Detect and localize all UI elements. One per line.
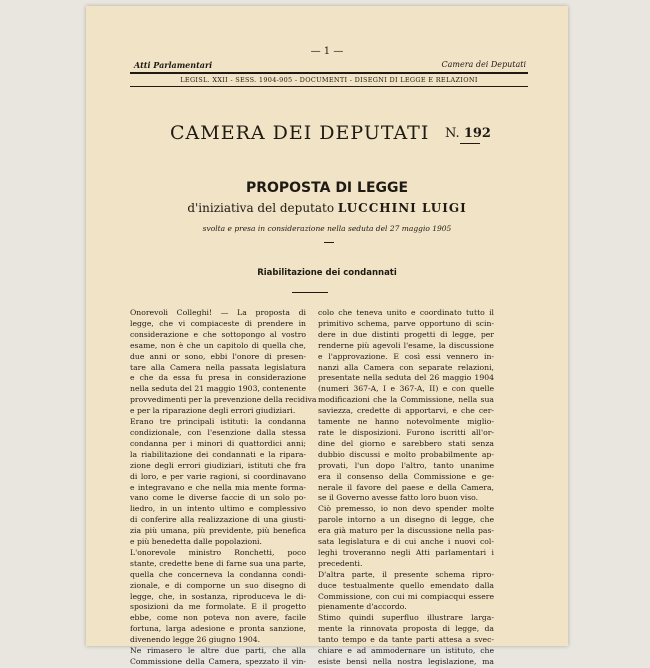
divider-section	[292, 292, 328, 293]
text-line: Stimo quindi superfluo illustrare larga-	[318, 613, 494, 623]
document-title: PROPOSTA DI LEGGE	[245, 180, 409, 196]
text-line: precedenti.	[318, 558, 363, 568]
text-line: Ciò premesso, io non devo spender molte	[318, 504, 494, 514]
text-line: saviezza, credette di apportarvi, e che cer-	[318, 406, 494, 416]
text-line: Commissione della Camera, spezzato il vin-	[130, 657, 306, 666]
text-line: pienamente d'accordo.	[318, 602, 407, 612]
header-subrule	[130, 86, 528, 87]
text-line: Erano tre principali istituti: la condanna	[130, 417, 306, 427]
text-line: tanto tempo e da tante parti attesa a svec-	[318, 635, 494, 645]
text-line: e integravano e che nella mia mente forma-	[130, 482, 306, 492]
divider-short	[324, 242, 334, 243]
text-line: zione degli errori giudiziari, istituti che fra	[130, 460, 306, 470]
text-line: Onorevoli Colleghi! — La proposta di	[130, 308, 306, 317]
text-line: condanna per i minori di quattordici anni;	[130, 438, 306, 448]
text-line: e l'approvazione. E così essi vennero in-	[318, 351, 494, 361]
section-title: Riabilitazione dei condannati	[257, 268, 397, 278]
text-line: era già maturo per la discussione nella pas-	[318, 526, 494, 536]
text-line: nella seduta del 21 maggio 1903, contenente	[130, 384, 306, 394]
header-subline: LEGISL. XXII - SESS. 1904-905 - DOCUMENTI - DISEGNI DI LEGGE E RELAZIONI	[180, 76, 478, 84]
text-line: divenendo legge 26 giugno 1904.	[130, 635, 261, 645]
text-line: quella che concerneva la condanna condi-	[130, 569, 306, 579]
text-line: mente la rinnovata proposta di legge, da	[318, 624, 494, 634]
text-line: la riabilitazione dei condannati e la ripara-	[130, 449, 306, 459]
text-line: di loro, e per varie ragioni, si coordinavano	[130, 471, 306, 481]
text-line: stante, credette bene di farne sua una parte,	[130, 558, 306, 568]
text-line: e che da essa fu presa in considerazione	[130, 373, 306, 383]
text-line: dere in due distinti progetti di legge, per	[318, 329, 494, 339]
text-line: esame, non è che un capitolo di quella che,	[130, 340, 306, 350]
deputy-name: LUCCHINI LUIGI	[337, 201, 467, 215]
text-line: era il consenso della Commissione e ge-	[318, 471, 494, 481]
text-line: liedro, in un intento ultimo e complessivo	[130, 504, 306, 514]
text-line: tare alla Camera nella passata legislatura	[130, 362, 306, 372]
text-line: colo che teneva unito e coordinato tutto il	[318, 308, 494, 317]
text-line: Ne rimasero le altre due parti, che alla	[130, 646, 306, 656]
page-number: — 1 —	[310, 46, 344, 57]
text-line: zionale, e di comporne un suo disegno di	[130, 580, 306, 590]
text-line: zia più umana, più previdente, più benefica	[130, 526, 306, 536]
document-page	[86, 6, 568, 666]
text-line: di conferire alla realizzazione di una giusti-	[130, 515, 306, 525]
text-line: duce testualmente quello emendato dalla	[318, 580, 494, 590]
text-line: provvedimenti per la prevenzione della recidiva	[130, 395, 317, 405]
text-line: parole intorno a un disegno di legge, che	[318, 515, 494, 525]
text-line: considerazione e che sottopongo al vostro	[130, 329, 306, 339]
text-line: modificazioni che la Commissione, nella sua	[318, 395, 494, 405]
text-line: condizionale, con l'esenzione dalla stessa	[130, 427, 306, 437]
text-line: rate le disposizioni. Furono iscritti all'or-	[318, 427, 494, 437]
text-line: e per la riparazione degli errori giudiziari.	[130, 406, 296, 416]
text-line: L'onorevole ministro Ronchetti, poco	[130, 547, 306, 557]
text-line: leghi troveranno negli Atti parlamentari i	[318, 547, 494, 557]
text-line: nerale il favore del paese e della Camera,	[318, 482, 494, 492]
text-line: dubbio discussi e molto probabilmente ap-	[318, 449, 494, 459]
session-note: svolta e presa in considerazione nella seduta del 27 maggio 1905	[202, 224, 452, 233]
document-number	[445, 126, 491, 141]
chamber-title: CAMERA DEI DEPUTATI	[170, 122, 430, 144]
text-line: renderne più agevoli l'esame, la discussione	[318, 340, 494, 350]
text-line: provati, l'un dopo l'altro, tanto unanime	[318, 460, 494, 470]
text-line: chiare e ad ammodernare un istituto, che	[318, 646, 494, 656]
subtitle-prefix: d'iniziativa del deputato	[187, 201, 335, 215]
document-subtitle	[86, 201, 568, 215]
text-line: vano come le diverse faccie di un solo po-	[130, 493, 306, 503]
header-left: Atti Parlamentari	[134, 60, 213, 70]
text-column-right	[318, 308, 494, 668]
number-value: 192	[463, 126, 491, 141]
text-line: esiste bensì nella nostra legislazione, ma	[318, 657, 494, 666]
text-line: e più benedetta dalle popolazioni.	[130, 537, 262, 547]
text-line: se il Governo avesse fatto loro buon viso.	[318, 493, 479, 503]
text-line: D'altra parte, il presente schema ripro-	[318, 569, 494, 579]
text-line: nanzi alla Camera con separate relazioni,	[318, 362, 494, 372]
number-underline	[460, 143, 480, 144]
number-prefix: N.	[445, 126, 460, 141]
header-rule	[130, 72, 528, 74]
text-line: sata legislatura e di cui anche i nuovi col-	[318, 537, 494, 547]
text-line: (numeri 367-A, I e 367-A, II) e con quelle	[318, 384, 494, 394]
text-line: Commissione, con cui mi compiacqui essere	[318, 591, 494, 601]
text-line: fortuna, larga adesione e pronta sanzione,	[130, 624, 306, 634]
text-line: primitivo schema, parve opportuno di scin-	[318, 318, 494, 328]
text-line: due anni or sono, ebbi l'onore di presen-	[130, 351, 306, 361]
text-line: tamente ne hanno notevolmente miglio-	[318, 417, 494, 427]
text-line: legge, che vi compiaceste di prendere in	[130, 318, 306, 328]
text-column-left	[130, 308, 317, 668]
text-line: sposizioni da me formolate. E il progetto	[130, 602, 306, 612]
header-right: Camera dei Deputati	[441, 60, 526, 69]
text-line: dine del giorno e sarebbero stati senza	[318, 438, 494, 448]
text-line: ebbe, come non poteva non avere, facile	[130, 613, 306, 623]
text-line: legge, che, in sostanza, riproduceva le di-	[130, 591, 306, 601]
text-line: presentate nella seduta del 26 maggio 1904	[318, 373, 494, 383]
